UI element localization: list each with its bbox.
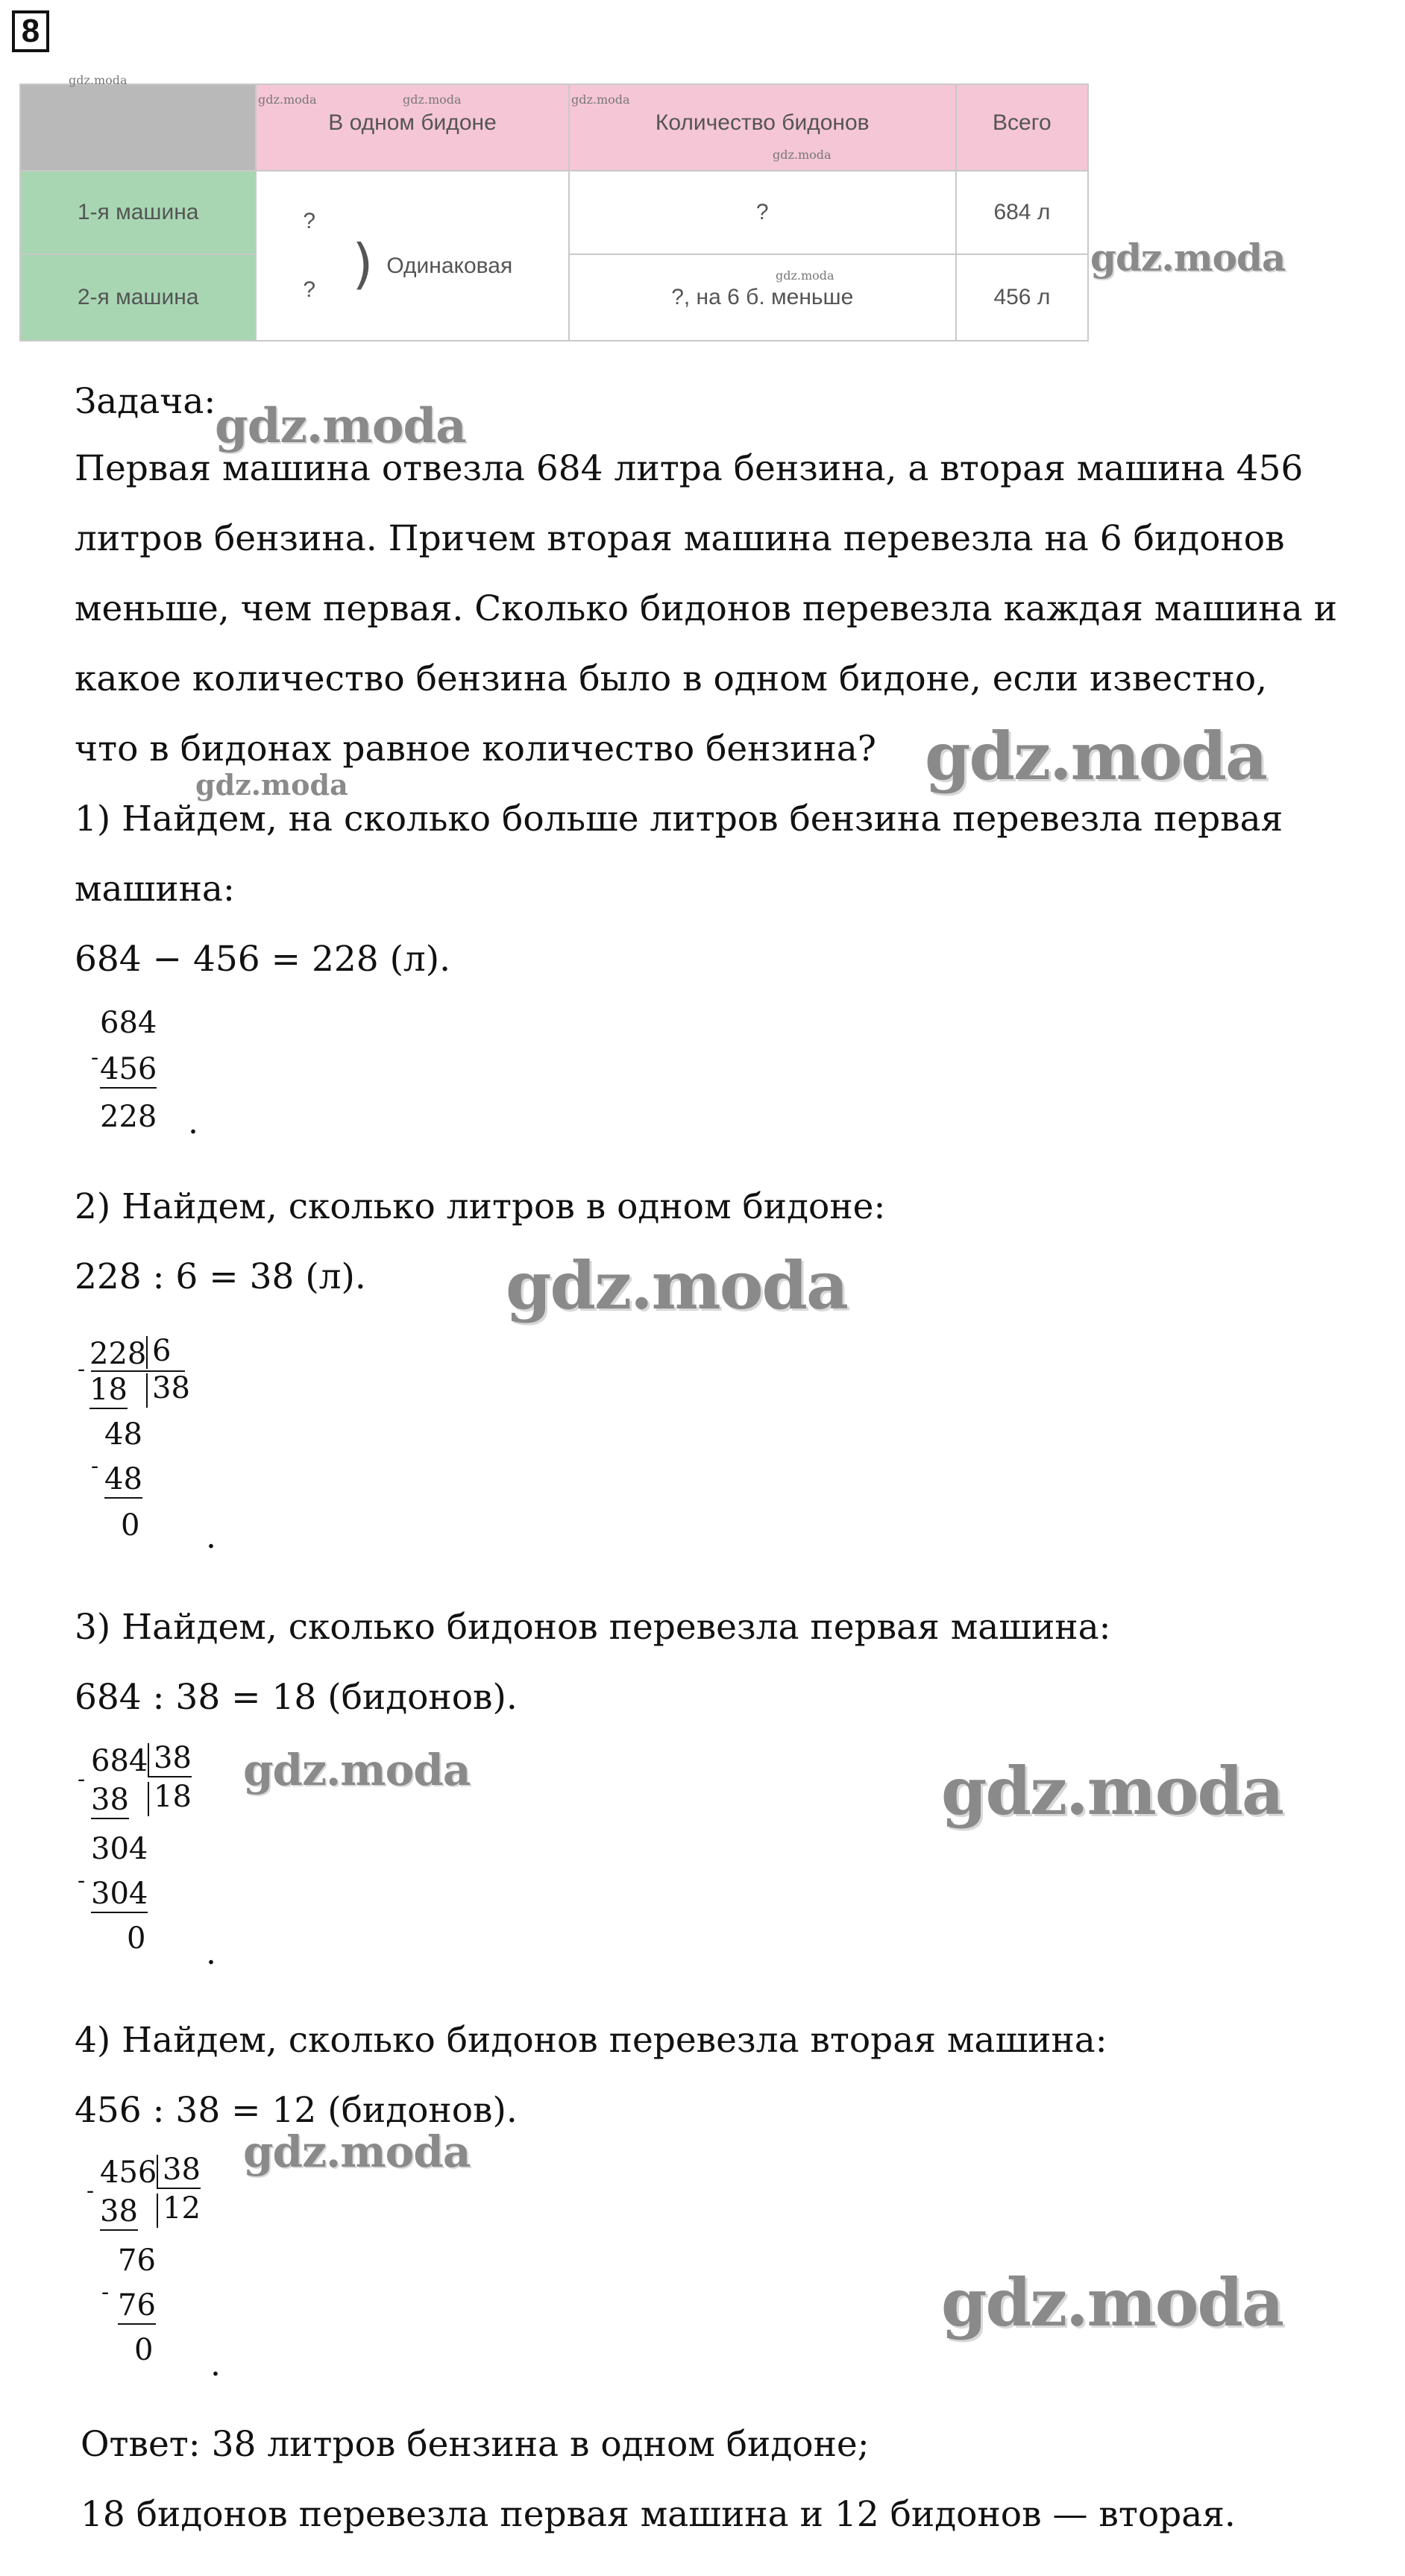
dot: . bbox=[188, 1103, 198, 1141]
calc-rem1: 304 bbox=[91, 1832, 148, 1866]
data-table bbox=[19, 84, 1089, 341]
calc-sub1: 38 bbox=[100, 2196, 138, 2231]
dot: . bbox=[210, 2346, 221, 2384]
calc-sub1: 38 bbox=[91, 1785, 129, 1819]
minus-sign: - bbox=[91, 1045, 99, 1071]
calc-divisor: 38 bbox=[148, 1743, 192, 1777]
calc-rem1: 76 bbox=[118, 2243, 156, 2278]
table-header-empty bbox=[20, 84, 256, 171]
watermark: gdz.moda bbox=[243, 1745, 471, 1795]
watermark: gdz.moda bbox=[69, 73, 128, 87]
step-equation: 684 : 38 = 18 (бидонов). bbox=[75, 1677, 518, 1718]
table-cell-total: 684 л bbox=[956, 171, 1088, 254]
table-cell-count: ? bbox=[569, 171, 956, 254]
table-cell-per-can-1: ? bbox=[303, 209, 316, 233]
calc-sub2: 304 bbox=[91, 1879, 148, 1913]
table-cell-count: ?, на 6 б. меньше bbox=[569, 254, 956, 341]
dot: . bbox=[206, 1934, 216, 1972]
minus-sign: - bbox=[78, 1766, 86, 1792]
calc-dividend: 456 bbox=[100, 2155, 157, 2190]
dot: . bbox=[206, 1518, 216, 1556]
watermark: gdz.moda bbox=[941, 1752, 1283, 1830]
calc-divisor: 38 bbox=[157, 2155, 201, 2189]
step-line: 4) Найдем, сколько бидонов перевезла вторая машина: bbox=[75, 2020, 1107, 2061]
answer-line: Ответ: 38 литров бензина в одном бидоне; bbox=[81, 2424, 870, 2465]
calc-dividend: 228 bbox=[89, 1337, 147, 1371]
step-equation: 684 − 456 = 228 (л). bbox=[75, 939, 451, 980]
minus-sign: - bbox=[78, 1868, 86, 1894]
calc-sub1: 18 bbox=[89, 1375, 128, 1409]
watermark: gdz.moda bbox=[195, 768, 348, 802]
minus-sign: - bbox=[101, 2279, 110, 2305]
watermark: gdz.moda bbox=[258, 92, 317, 107]
same-label: Одинаковая bbox=[386, 253, 513, 278]
task-line: что в бидонах равное количество бензина? bbox=[75, 728, 877, 769]
watermark: gdz.moda bbox=[571, 92, 630, 107]
step-equation: 228 : 6 = 38 (л). bbox=[75, 1256, 366, 1297]
watermark: gdz.moda bbox=[243, 2126, 471, 2177]
answer-line: 18 бидонов перевезла первая машина и 12 бидонов — вторая. bbox=[81, 2494, 1236, 2535]
table-row-label: 2-я машина bbox=[20, 254, 256, 341]
calc-dividend: 684 bbox=[91, 1744, 148, 1778]
task-line: литров бензина. Причем вторая машина перевезла на 6 бидонов bbox=[75, 518, 1285, 559]
calc-remainder: 0 bbox=[134, 2333, 154, 2367]
calc-sub2: 76 bbox=[118, 2290, 156, 2325]
step-line: 3) Найдем, сколько бидонов перевезла первая машина: bbox=[75, 1607, 1111, 1648]
watermark: gdz.moda bbox=[776, 268, 834, 283]
table-row-label: 1-я машина bbox=[20, 171, 256, 254]
minus-sign: - bbox=[78, 1356, 86, 1382]
task-line: меньше, чем первая. Сколько бидонов перевезла каждая машина и bbox=[75, 588, 1338, 629]
table-header-count: Количество бидонов bbox=[569, 84, 956, 171]
table-cell-total: 456 л bbox=[956, 254, 1088, 341]
task-number: 8 bbox=[12, 10, 49, 52]
calc-sub2: 48 bbox=[104, 1464, 142, 1499]
step-line: машина: bbox=[75, 869, 235, 910]
calc-result: 228 bbox=[100, 1100, 157, 1134]
table-cell-per-can-2: ? bbox=[303, 277, 316, 302]
calc-divisor: 6 bbox=[146, 1336, 171, 1369]
task-heading: Задача: bbox=[75, 381, 216, 422]
task-line: Первая машина отвезла 684 литра бензина, а вторая машина 456 bbox=[75, 448, 1304, 489]
watermark: gdz.moda bbox=[1090, 236, 1286, 280]
task-line: какое количество бензина было в одном бидоне, если известно, bbox=[75, 658, 1268, 699]
step-line: 2) Найдем, сколько литров в одном бидоне: bbox=[75, 1186, 886, 1227]
calc-quotient: 38 bbox=[146, 1373, 190, 1408]
watermark: gdz.moda bbox=[773, 148, 832, 162]
watermark: gdz.moda bbox=[941, 2264, 1283, 2341]
watermark: gdz.moda bbox=[215, 398, 466, 454]
table-cell-per-can bbox=[256, 171, 568, 341]
watermark: gdz.moda bbox=[403, 92, 462, 107]
calc-quotient: 12 bbox=[157, 2194, 201, 2228]
calc-remainder: 0 bbox=[127, 1921, 146, 1956]
calc-subtrahend: 456 bbox=[100, 1054, 157, 1089]
calc-minuend: 684 bbox=[100, 1006, 157, 1040]
calc-rem1: 48 bbox=[104, 1417, 142, 1452]
calc-remainder: 0 bbox=[121, 1508, 140, 1543]
watermark: gdz.moda bbox=[506, 1247, 848, 1324]
calc-quotient: 18 bbox=[148, 1782, 192, 1816]
watermark: gdz.moda bbox=[925, 717, 1267, 795]
step-line: 1) Найдем, на сколько больше литров бензина перевезла первая bbox=[75, 799, 1283, 840]
table-header-per-can: В одном бидоне bbox=[256, 84, 568, 171]
step-equation: 456 : 38 = 12 (бидонов). bbox=[75, 2090, 518, 2131]
minus-sign: - bbox=[87, 2178, 95, 2204]
minus-sign: - bbox=[91, 1453, 99, 1479]
brace-icon: ) bbox=[352, 233, 374, 295]
table-header-total: Всего bbox=[956, 84, 1088, 171]
